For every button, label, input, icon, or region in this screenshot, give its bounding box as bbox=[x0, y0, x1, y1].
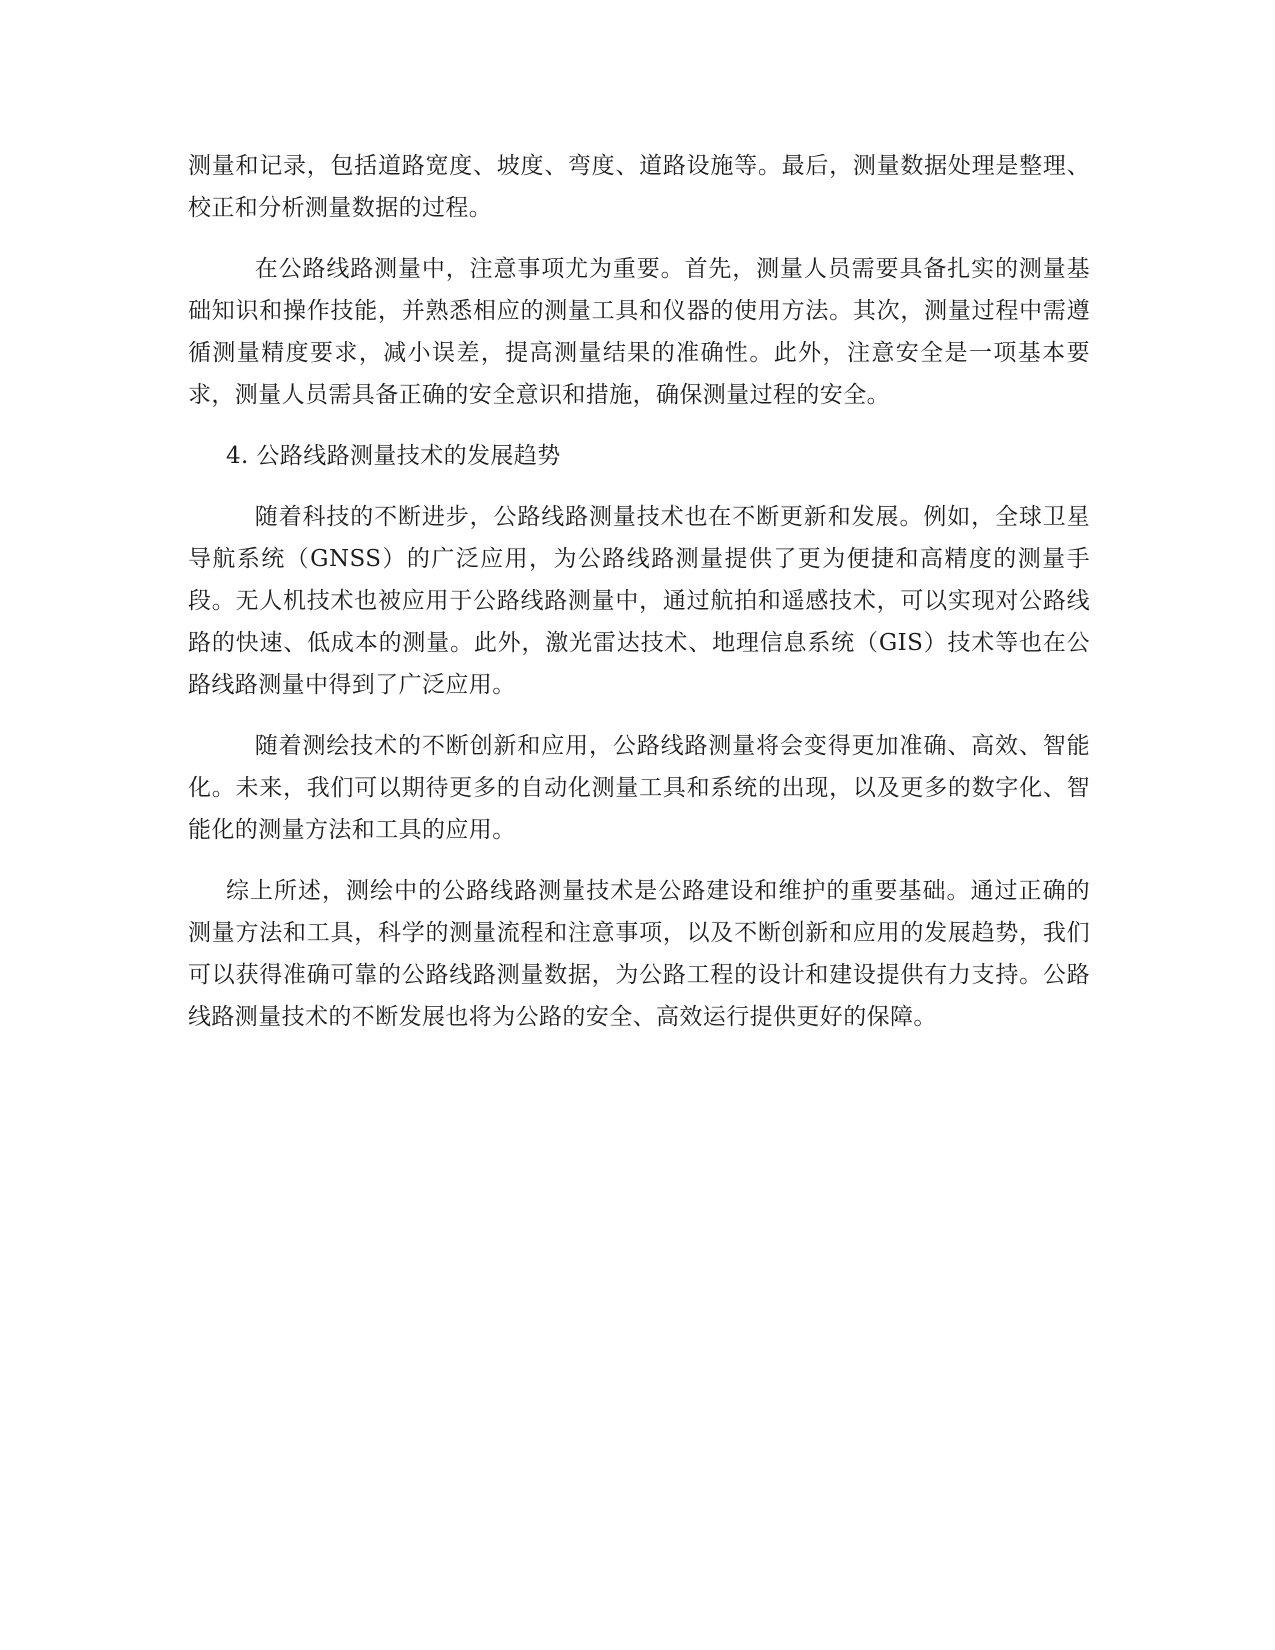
paragraph-future: 随着测绘技术的不断创新和应用，公路线路测量将会变得更加准确、高效、智能化。未来，我们可以期待更多的自动化测量工具和系统的出现，以及更多的数字化、智能化的测量方法和工具的应用。 bbox=[188, 733, 1090, 843]
paragraph-tech-progress: 随着科技的不断进步，公路线路测量技术也在不断更新和发展。例如，全球卫星导航系统（GNSS）的广泛应用，为公路线路测量提供了更为便捷和高精度的测量手段。无人机技术也被应用于公路线路测量中，通过航拍和遥感技术，可以实现对公路线路的快速、低成本的测量。此外，激光雷达技术、地理信息系统（GIS）技术等也在公路线路测量中得到了广泛应用。 bbox=[188, 504, 1090, 698]
paragraph-continued: 测量和记录，包括道路宽度、坡度、弯度、道路设施等。最后，测量数据处理是整理、校正和分析测量数据的过程。 bbox=[188, 153, 1090, 221]
section-heading: 4. 公路线路测量技术的发展趋势 bbox=[225, 443, 561, 469]
paragraph-precautions: 在公路线路测量中，注意事项尤为重要。首先，测量人员需要具备扎实的测量基础知识和操作技能，并熟悉相应的测量工具和仪器的使用方法。其次，测量过程中需遵循测量精度要求，减小误差，提高测量结果的准确性。此外，注意安全是一项基本要求，测量人员需具备正确的安全意识和措施，确保测量过程的安全。 bbox=[188, 256, 1090, 408]
document-body bbox=[188, 145, 1090, 1057]
paragraph-conclusion: 综上所述，测绘中的公路线路测量技术是公路建设和维护的重要基础。通过正确的测量方法和工具，科学的测量流程和注意事项，以及不断创新和应用的发展趋势，我们可以获得准确可靠的公路线路测量数据，为公路工程的设计和建设提供有力支持。公路线路测量技术的不断发展也将为公路的安全、高效运行提供更好的保障。 bbox=[188, 878, 1090, 1030]
